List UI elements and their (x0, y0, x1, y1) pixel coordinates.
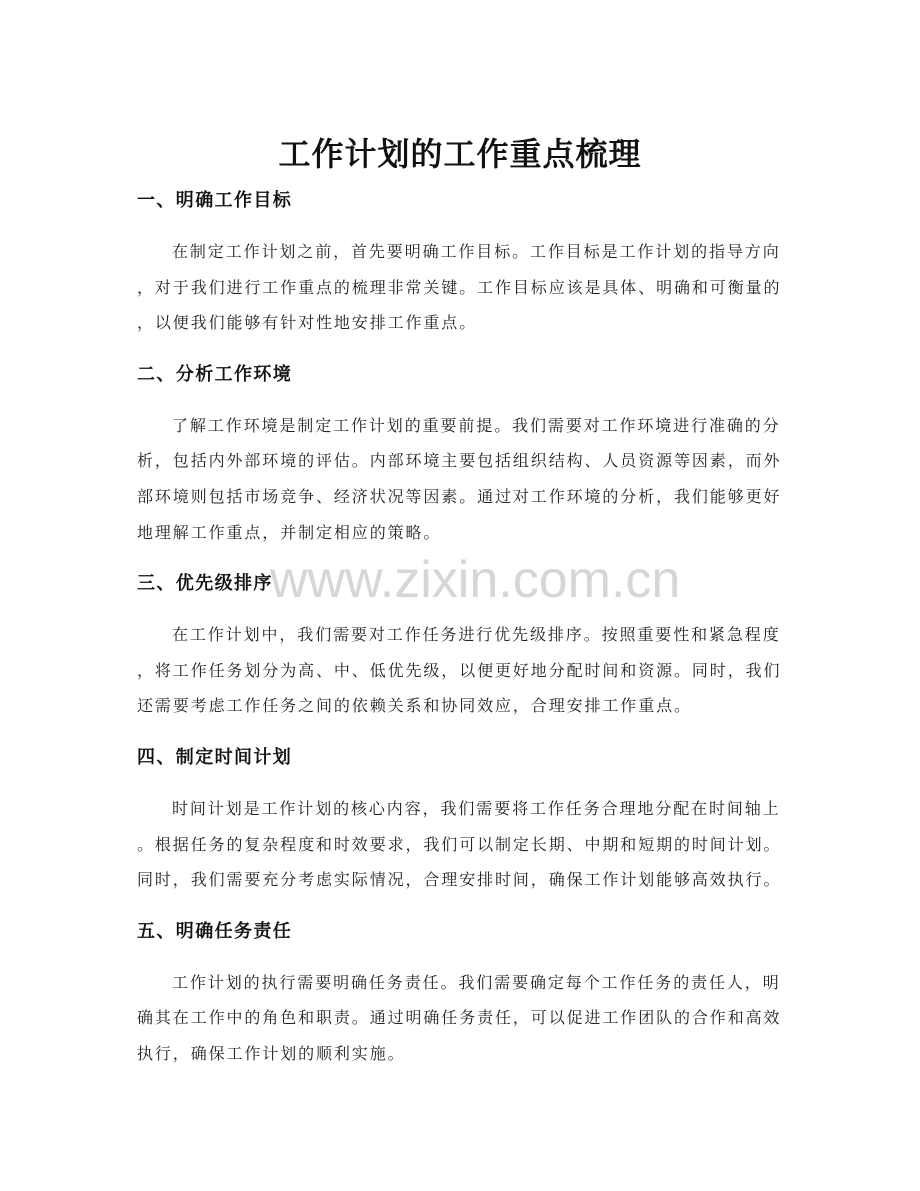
section-schedule (137, 745, 787, 898)
section-paragraph (137, 965, 787, 1072)
section-heading: 四、制定时间计划 (137, 746, 293, 768)
document-body (137, 188, 787, 1093)
section-paragraph (137, 408, 787, 550)
section-paragraph (137, 791, 787, 898)
section-heading: 三、优先级排序 (137, 573, 273, 595)
paragraph-line: 了解工作环境是制定工作计划的重要前提。我们需要对工作环境进行准确的分 (172, 415, 781, 435)
paragraph-line: 执行，确保工作计划的顺利实施。 (137, 1043, 406, 1063)
paragraph-line: 确其在工作中的角色和职责。通过明确任务责任，可以促进工作团队的合作和高效 (137, 1008, 782, 1028)
paragraph-line: 工作计划的执行需要明确任务责任。我们需要确定每个工作任务的责任人，明 (172, 972, 781, 992)
watermark: www.zixin.com.cn (270, 551, 681, 609)
paragraph-line: 。根据任务的复杂程度和时效要求，我们可以制定长期、中期和短期的时间计划。 (137, 834, 782, 854)
section-responsibility (137, 919, 787, 1072)
paragraph-line: ，以便我们能够有针对性地安排工作重点。 (137, 313, 478, 333)
section-goals (137, 188, 787, 341)
paragraph-line: 时间计划是工作计划的核心内容，我们需要将工作任务合理地分配在时间轴上 (172, 798, 781, 818)
paragraph-line: ，将工作任务划分为高、中、低优先级，以便更好地分配时间和资源。同时，我们 (137, 660, 782, 680)
paragraph-line: 析，包括内外部环境的评估。内部环境主要包括组织结构、人员资源等因素，而外 (137, 451, 782, 471)
section-heading: 二、分析工作环境 (137, 363, 293, 385)
paragraph-line: 部环境则包括市场竞争、经济状况等因素。通过对工作环境的分析，我们能够更好 (137, 486, 782, 506)
paragraph-line: 同时，我们需要充分考虑实际情况，合理安排时间，确保工作计划能够高效执行。 (137, 870, 782, 890)
paragraph-line: 在工作计划中，我们需要对工作任务进行优先级排序。按照重要性和紧急程度 (172, 625, 781, 645)
section-heading: 一、明确工作目标 (137, 190, 293, 211)
document-title: 工作计划的工作重点梳理 (278, 135, 642, 174)
paragraph-line: ，对于我们进行工作重点的梳理非常关键。工作目标应该是具体、明确和可衡量的 (137, 277, 782, 297)
paragraph-line: 地理解工作重点，并制定相应的策略。 (137, 522, 442, 542)
paragraph-line: 还需要考虑工作任务之间的依赖关系和协同效应，合理安排工作重点。 (137, 696, 692, 716)
section-priority (137, 571, 787, 724)
section-environment (137, 362, 787, 550)
section-paragraph (137, 617, 787, 724)
section-paragraph (137, 234, 787, 341)
paragraph-line: 在制定工作计划之前，首先要明确工作目标。工作目标是工作计划的指导方向 (172, 242, 781, 261)
section-heading: 五、明确任务责任 (137, 920, 293, 942)
